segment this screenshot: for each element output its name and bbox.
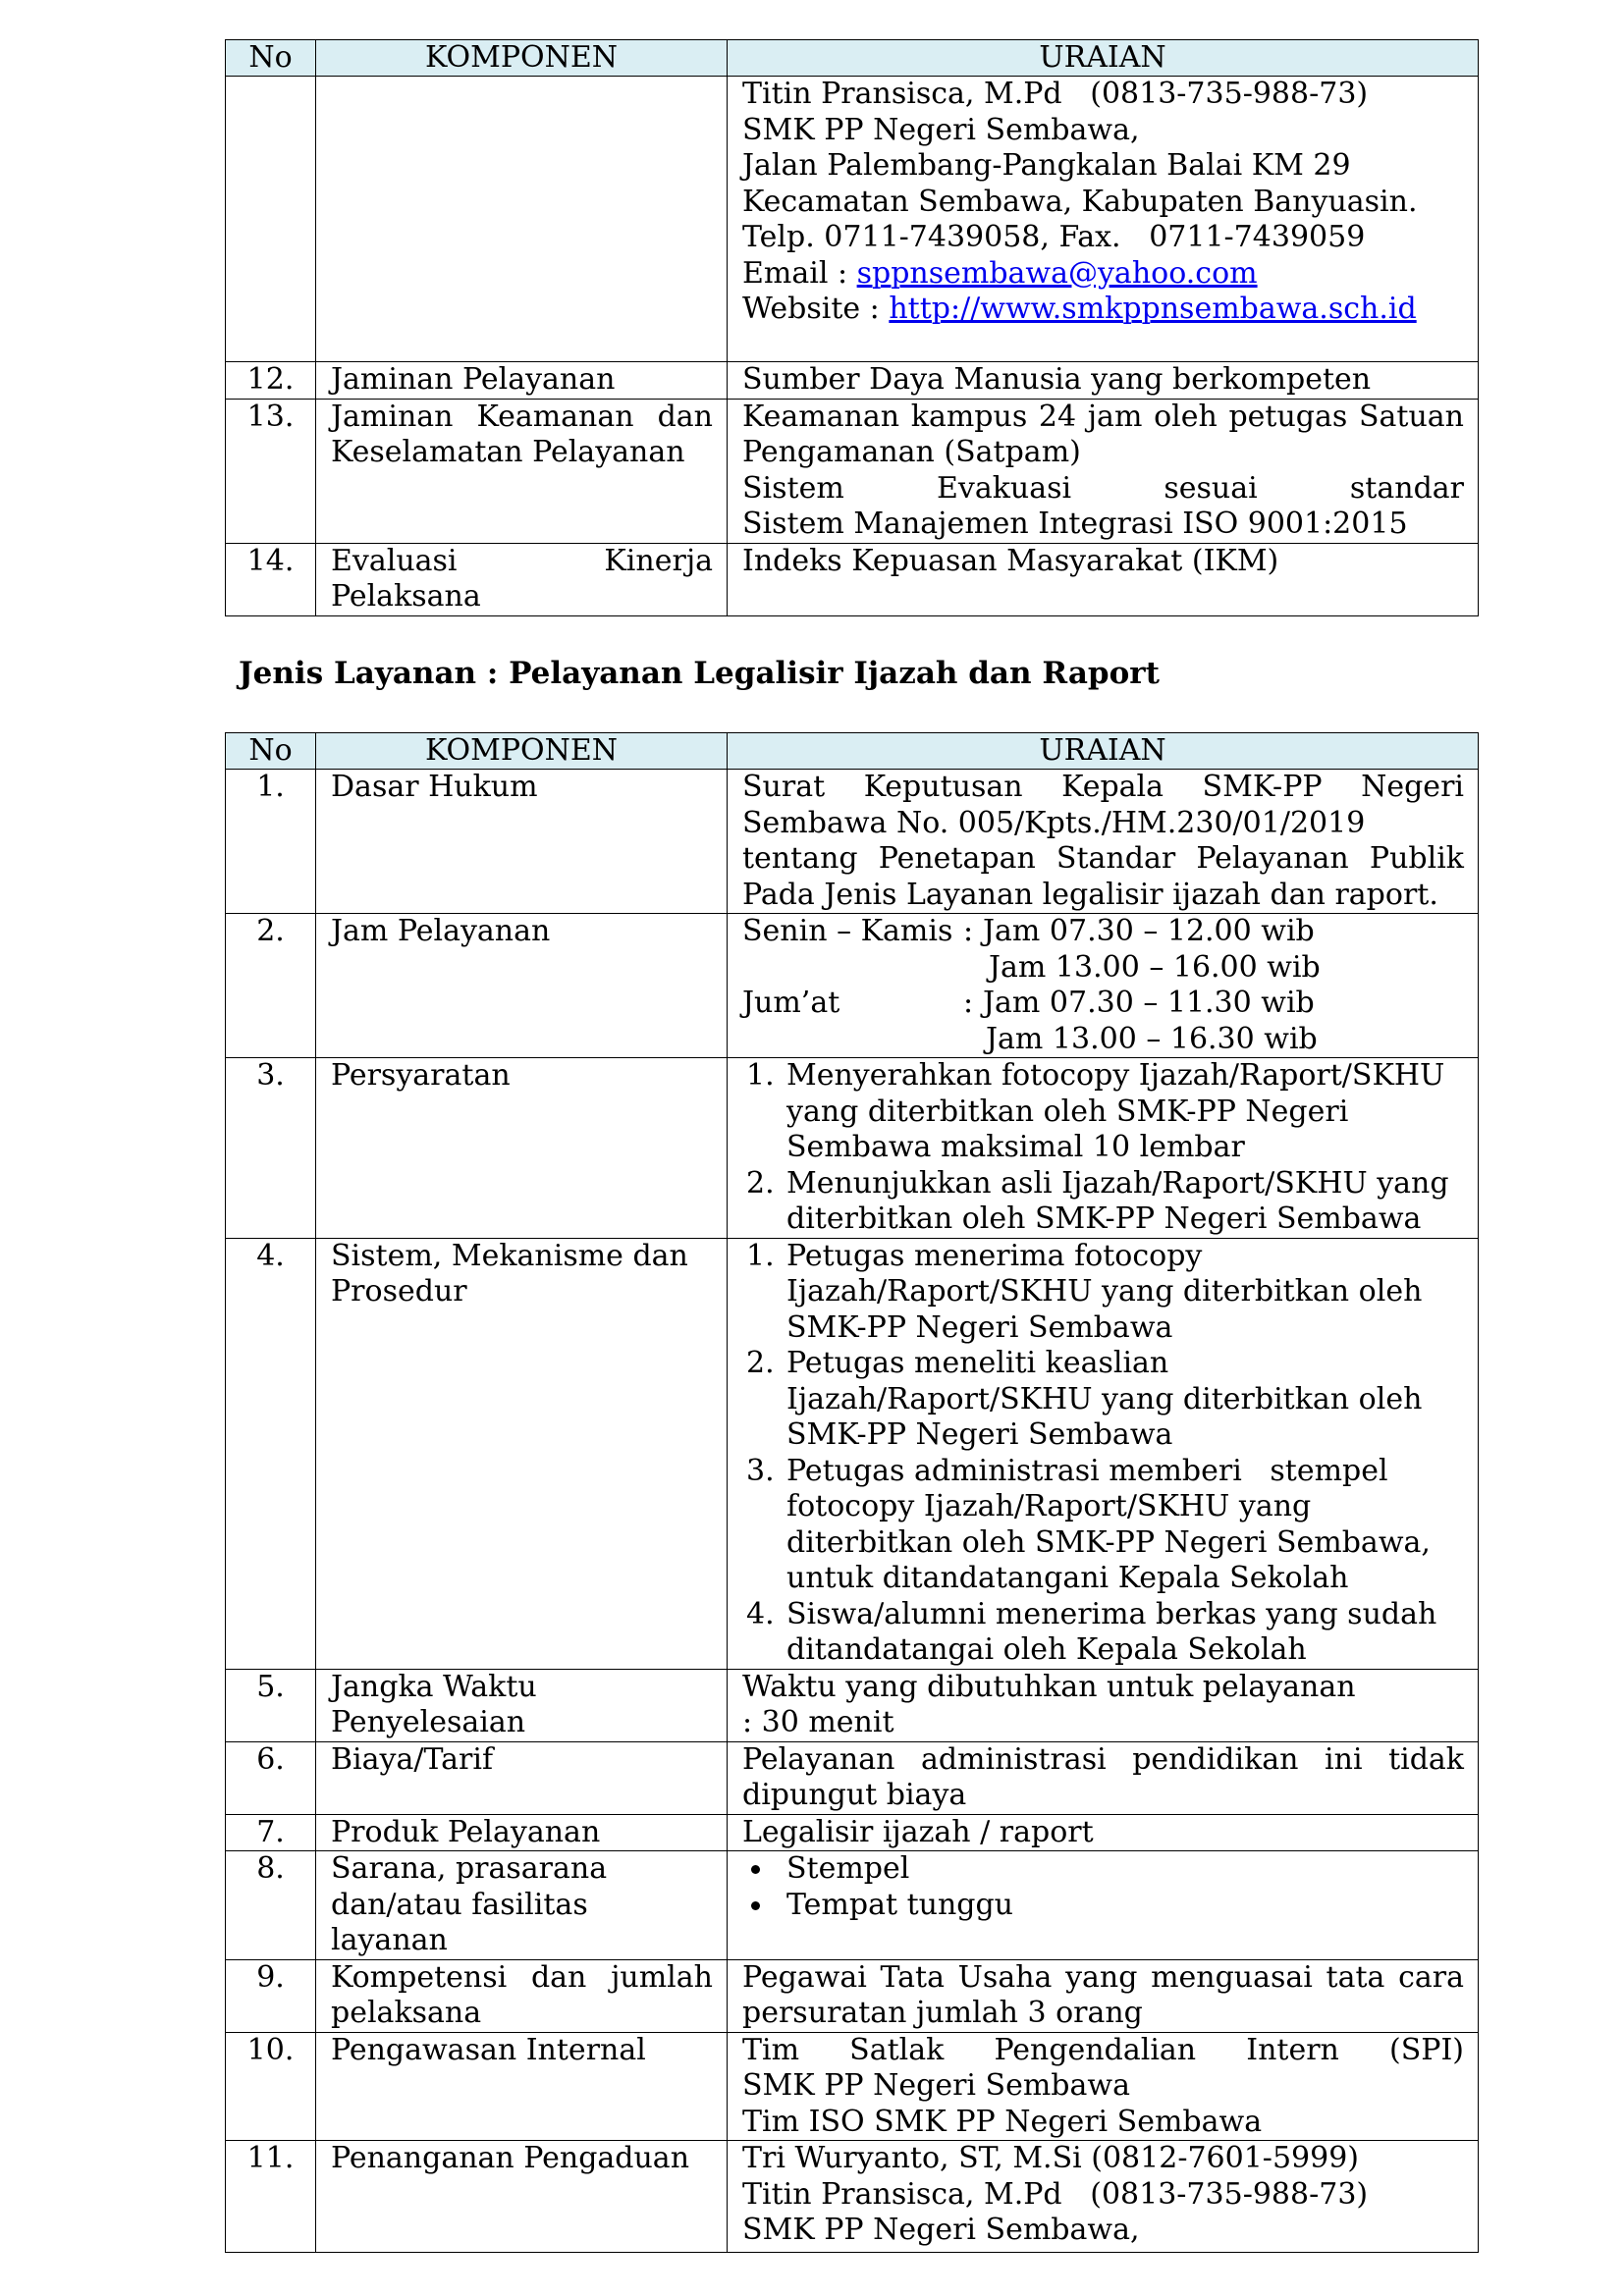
- komponen-line: Keselamatan Pelayanan: [331, 435, 685, 469]
- table-row: [226, 914, 1479, 1058]
- row-uraian: [728, 543, 1479, 615]
- list-item: [746, 1058, 1464, 1166]
- uraian-line: Pengamanan (Satpam): [742, 435, 1081, 469]
- facilities-list: [728, 1851, 1479, 1960]
- item-line: ditandatangai oleh Kepala Sekolah: [786, 1632, 1307, 1667]
- hours-time: Jam 13.00 – 16.00 wib: [989, 949, 1321, 985]
- item-line: Sembawa maksimal 10 lembar: [786, 1130, 1245, 1164]
- hours-colon: :: [963, 986, 974, 1020]
- table-row: [226, 77, 1479, 362]
- item-line: Petugas menerima fotocopy: [786, 1238, 1203, 1273]
- hours-day: Senin – Kamis: [742, 914, 953, 948]
- uraian-line: Surat Keputusan Kepala SMK-PP Negeri: [742, 770, 1464, 804]
- row-no: [226, 77, 316, 362]
- row-no: 2.: [226, 914, 316, 1058]
- header-uraian: URAIAN: [728, 40, 1479, 77]
- website-label: Website :: [742, 292, 890, 326]
- uraian-line: Waktu yang dibutuhkan untuk pelayanan: [742, 1669, 1356, 1704]
- row-uraian: [728, 1741, 1479, 1814]
- contact-line: SMK PP Negeri Sembawa,: [742, 112, 1140, 147]
- list-item: [746, 1238, 1464, 1347]
- row-uraian: [728, 399, 1479, 543]
- row-no: 6.: [226, 1741, 316, 1814]
- uraian-line: persuratan jumlah 3 orang: [742, 1996, 1143, 2030]
- procedure-list: [728, 1238, 1479, 1669]
- table-row: [226, 362, 1479, 400]
- website-link[interactable]: http://www.smkppnsembawa.sch.id: [889, 292, 1417, 326]
- komponen-line: Evaluasi Kinerja: [331, 543, 713, 578]
- table-row: [226, 1669, 1479, 1741]
- item-line: Ijazah/Raport/SKHU yang diterbitkan oleh: [786, 1274, 1423, 1308]
- row-komponen: [316, 1238, 728, 1669]
- uraian-line: Pelayanan administrasi pendidikan ini tidak: [742, 1741, 1464, 1777]
- komponen-line: Penyelesaian: [331, 1705, 526, 1739]
- row-komponen: Pengawasan Internal: [316, 2032, 728, 2141]
- contact-line: Jalan Palembang-Pangkalan Balai KM 29: [742, 148, 1351, 183]
- section-title: Jenis Layanan : Pelayanan Legalisir Ijazah dan Raport: [239, 656, 1160, 691]
- hours-time: Jam 13.00 – 16.30 wib: [986, 1021, 1318, 1056]
- table-row: [226, 1959, 1479, 2032]
- row-komponen: [316, 1669, 728, 1741]
- row-komponen: [316, 543, 728, 615]
- uraian-line: Tri Wuryanto, ST, M.Si (0812-7601-5999): [742, 2141, 1359, 2175]
- hours-line: [742, 950, 1464, 987]
- uraian-line: dipungut biaya: [742, 1778, 967, 1812]
- list-item: [746, 1453, 1464, 1597]
- row-uraian: [728, 2032, 1479, 2141]
- item-line: diterbitkan oleh SMK-PP Negeri Sembawa,: [786, 1524, 1431, 1560]
- row-no: 4.: [226, 1238, 316, 1669]
- komponen-line: Jangka Waktu: [331, 1669, 537, 1704]
- header-uraian: URAIAN: [728, 733, 1479, 770]
- table-row: [226, 2032, 1479, 2141]
- contact-line: Telp. 0711-7439058, Fax. 0711-7439059: [742, 220, 1366, 254]
- item-number: 1.: [746, 1238, 775, 1273]
- table-row: [226, 399, 1479, 543]
- header-komponen: KOMPONEN: [316, 40, 728, 77]
- uraian-line: SMK PP Negeri Sembawa: [742, 2068, 1130, 2103]
- table-row: [226, 1741, 1479, 1814]
- row-komponen: Penanganan Pengaduan: [316, 2141, 728, 2253]
- row-komponen: Jaminan Pelayanan: [316, 362, 728, 400]
- row-uraian: [728, 1669, 1479, 1741]
- contact-line: Kecamatan Sembawa, Kabupaten Banyuasin.: [742, 184, 1418, 219]
- komponen-line: Sistem, Mekanisme dan: [331, 1238, 688, 1273]
- requirements-list: [728, 1058, 1479, 1239]
- uraian-line: Tim Satlak Pengendalian Intern (SPI): [742, 2032, 1464, 2067]
- hours-line: [742, 986, 1464, 1022]
- table-row: [226, 1851, 1479, 1960]
- uraian-line: Sumber Daya Manusia yang berkompeten: [742, 362, 1372, 397]
- row-komponen: [316, 77, 728, 362]
- item-line: SMK-PP Negeri Sembawa: [786, 1309, 1173, 1345]
- item-line: Menyerahkan fotocopy Ijazah/Raport/SKHU: [786, 1058, 1445, 1093]
- item-number: 3.: [746, 1453, 775, 1488]
- table-row: [226, 1814, 1479, 1851]
- komponen-line: layanan: [331, 1923, 448, 1957]
- komponen-line: pelaksana: [331, 1996, 482, 2030]
- row-no: 13.: [226, 399, 316, 543]
- item-number: 2.: [746, 1165, 775, 1201]
- email-line: [742, 256, 1464, 293]
- website-line: [742, 292, 1464, 328]
- row-komponen: [316, 1851, 728, 1960]
- hours-line: [742, 1022, 1464, 1058]
- row-no: 3.: [226, 1058, 316, 1239]
- item-line: SMK-PP Negeri Sembawa: [786, 1417, 1173, 1452]
- email-link[interactable]: sppnsembawa@yahoo.com: [856, 255, 1258, 291]
- item-number: 1.: [746, 1058, 775, 1093]
- komponen-line: Kompetensi dan jumlah: [331, 1959, 713, 1995]
- table-row: [226, 770, 1479, 914]
- table-row: [226, 1238, 1479, 1669]
- komponen-line: Sarana, prasarana: [331, 1851, 608, 1886]
- komponen-line: dan/atau fasilitas: [331, 1887, 588, 1922]
- table-row: [226, 1058, 1479, 1239]
- uraian-line: Indeks Kepuasan Masyarakat (IKM): [742, 543, 1279, 578]
- list-item: [746, 1596, 1464, 1669]
- row-no: 8.: [226, 1851, 316, 1960]
- service-hours: [728, 914, 1479, 1058]
- item-line: Petugas meneliti keaslian: [786, 1346, 1169, 1380]
- table-header-row: [226, 40, 1479, 77]
- uraian-line: Pada Jenis Layanan legalisir ijazah dan raport.: [742, 877, 1438, 912]
- komponen-line: Jaminan Keamanan dan: [331, 399, 713, 434]
- email-label: Email :: [742, 255, 857, 291]
- uraian-line: : 30 menit: [742, 1705, 894, 1739]
- contact-line: Titin Pransisca, M.Pd (0813-735-988-73): [742, 77, 1369, 111]
- row-no: 7.: [226, 1814, 316, 1851]
- item-line: fotocopy Ijazah/Raport/SKHU yang: [786, 1489, 1312, 1523]
- row-uraian: [728, 770, 1479, 914]
- item-line: Menunjukkan asli Ijazah/Raport/SKHU yang: [786, 1165, 1449, 1201]
- bullet-item: Tempat tunggu: [786, 1888, 1464, 1924]
- list-item: [746, 1346, 1464, 1454]
- uraian-line: Pegawai Tata Usaha yang menguasai tata cara: [742, 1959, 1464, 1995]
- row-komponen: Biaya/Tarif: [316, 1741, 728, 1814]
- service-table-legalisir: [225, 732, 1479, 2253]
- row-no: 14.: [226, 543, 316, 615]
- uraian-line: SMK PP Negeri Sembawa,: [742, 2213, 1140, 2247]
- row-komponen: [316, 399, 728, 543]
- uraian-line: Sistem Manajemen Integrasi ISO 9001:2015: [742, 507, 1408, 541]
- row-no: 12.: [226, 362, 316, 400]
- hours-time: Jam 07.30 – 12.00 wib: [983, 914, 1315, 948]
- row-no: 9.: [226, 1959, 316, 2032]
- row-komponen: Dasar Hukum: [316, 770, 728, 914]
- item-line: Siswa/alumni menerima berkas yang sudah: [786, 1596, 1437, 1631]
- table-row: [226, 2141, 1479, 2253]
- row-uraian: [728, 2141, 1479, 2253]
- hours-time: Jam 07.30 – 11.30 wib: [983, 986, 1315, 1020]
- uraian-line: Tim ISO SMK PP Negeri Sembawa: [742, 2104, 1263, 2139]
- uraian-line: Titin Pransisca, M.Pd (0813-735-988-73): [742, 2176, 1369, 2212]
- header-no: No: [226, 40, 316, 77]
- table-row: [226, 543, 1479, 615]
- header-komponen: KOMPONEN: [316, 733, 728, 770]
- row-komponen: Persyaratan: [316, 1058, 728, 1239]
- row-no: 10.: [226, 2032, 316, 2141]
- hours-colon: :: [963, 914, 974, 948]
- item-line: untuk ditandatangani Kepala Sekolah: [786, 1561, 1349, 1595]
- contact-info: [728, 77, 1479, 362]
- item-line: yang diterbitkan oleh SMK-PP Negeri: [786, 1094, 1349, 1129]
- row-komponen: [316, 1959, 728, 2032]
- uraian-line: tentang Penetapan Standar Pelayanan Publik: [742, 841, 1464, 876]
- hours-line: [742, 914, 1464, 950]
- row-no: 5.: [226, 1669, 316, 1741]
- row-uraian: [728, 1814, 1479, 1851]
- item-line: Ijazah/Raport/SKHU yang diterbitkan oleh: [786, 1381, 1423, 1416]
- item-number: 2.: [746, 1346, 775, 1380]
- komponen-line: Pelaksana: [331, 579, 481, 614]
- service-table-continued: [225, 39, 1479, 616]
- item-line: Petugas administrasi memberi stempel: [786, 1453, 1388, 1488]
- item-line: diterbitkan oleh SMK-PP Negeri Sembawa: [786, 1201, 1422, 1236]
- row-uraian: [728, 362, 1479, 400]
- row-komponen: Produk Pelayanan: [316, 1814, 728, 1851]
- hours-day: Jum’at: [742, 986, 840, 1020]
- uraian-line: Keamanan kampus 24 jam oleh petugas Satuan: [742, 399, 1464, 434]
- uraian-line: Legalisir ijazah / raport: [742, 1814, 1094, 1849]
- uraian-line: Sembawa No. 005/Kpts./HM.230/01/2019: [742, 805, 1366, 840]
- header-no: No: [226, 733, 316, 770]
- list-item: [746, 1165, 1464, 1238]
- komponen-line: Prosedur: [331, 1274, 467, 1308]
- bullet-item: Stempel: [786, 1851, 1464, 1888]
- row-uraian: [728, 1959, 1479, 2032]
- uraian-line: Sistem Evakuasi sesuai standar: [742, 470, 1464, 506]
- table-header-row: [226, 733, 1479, 770]
- row-no: 11.: [226, 2141, 316, 2253]
- row-no: 1.: [226, 770, 316, 914]
- row-komponen: Jam Pelayanan: [316, 914, 728, 1058]
- item-number: 4.: [746, 1596, 775, 1631]
